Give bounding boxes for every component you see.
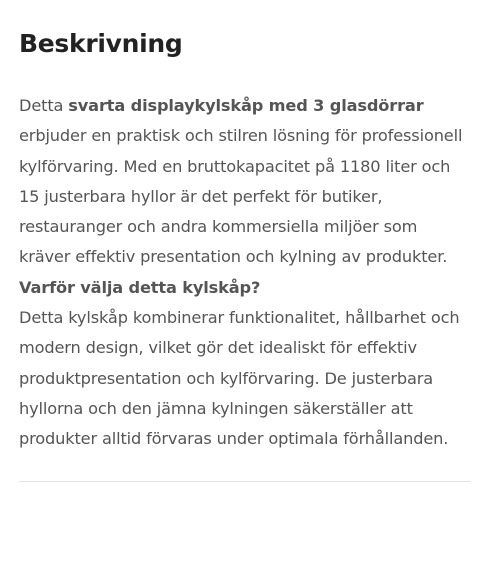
intro-prefix: Detta (19, 96, 69, 115)
intro-suffix: erbjuder en praktisk och stilren lösning för professionell kylförvaring. Med en bruttokapacitet på 1180 liter och 15 justerbara hyllor är det perfekt för butiker, restauranger och andra kommersiella miljöer som kräver effektiv presentation och kylning av produkter. (19, 126, 463, 267)
section-divider (19, 481, 471, 482)
why-heading: Varför välja detta kylskåp? (19, 277, 261, 297)
intro-highlight: svarta displaykylskåp med 3 glasdörrar (68, 96, 424, 115)
why-paragraph: Detta kylskåp kombinerar funktionalitet, hållbarhet och modern design, vilket gör det idealiskt för effektiv produktpresentation och kylförvaring. De justerbara hyllorna och den jämna kylningen säkerställer att produkter alltid förvaras under optimala förhållanden. (19, 308, 460, 449)
intro-paragraph (19, 91, 471, 273)
description-body (19, 91, 471, 455)
description-heading: Beskrivning (19, 29, 183, 58)
